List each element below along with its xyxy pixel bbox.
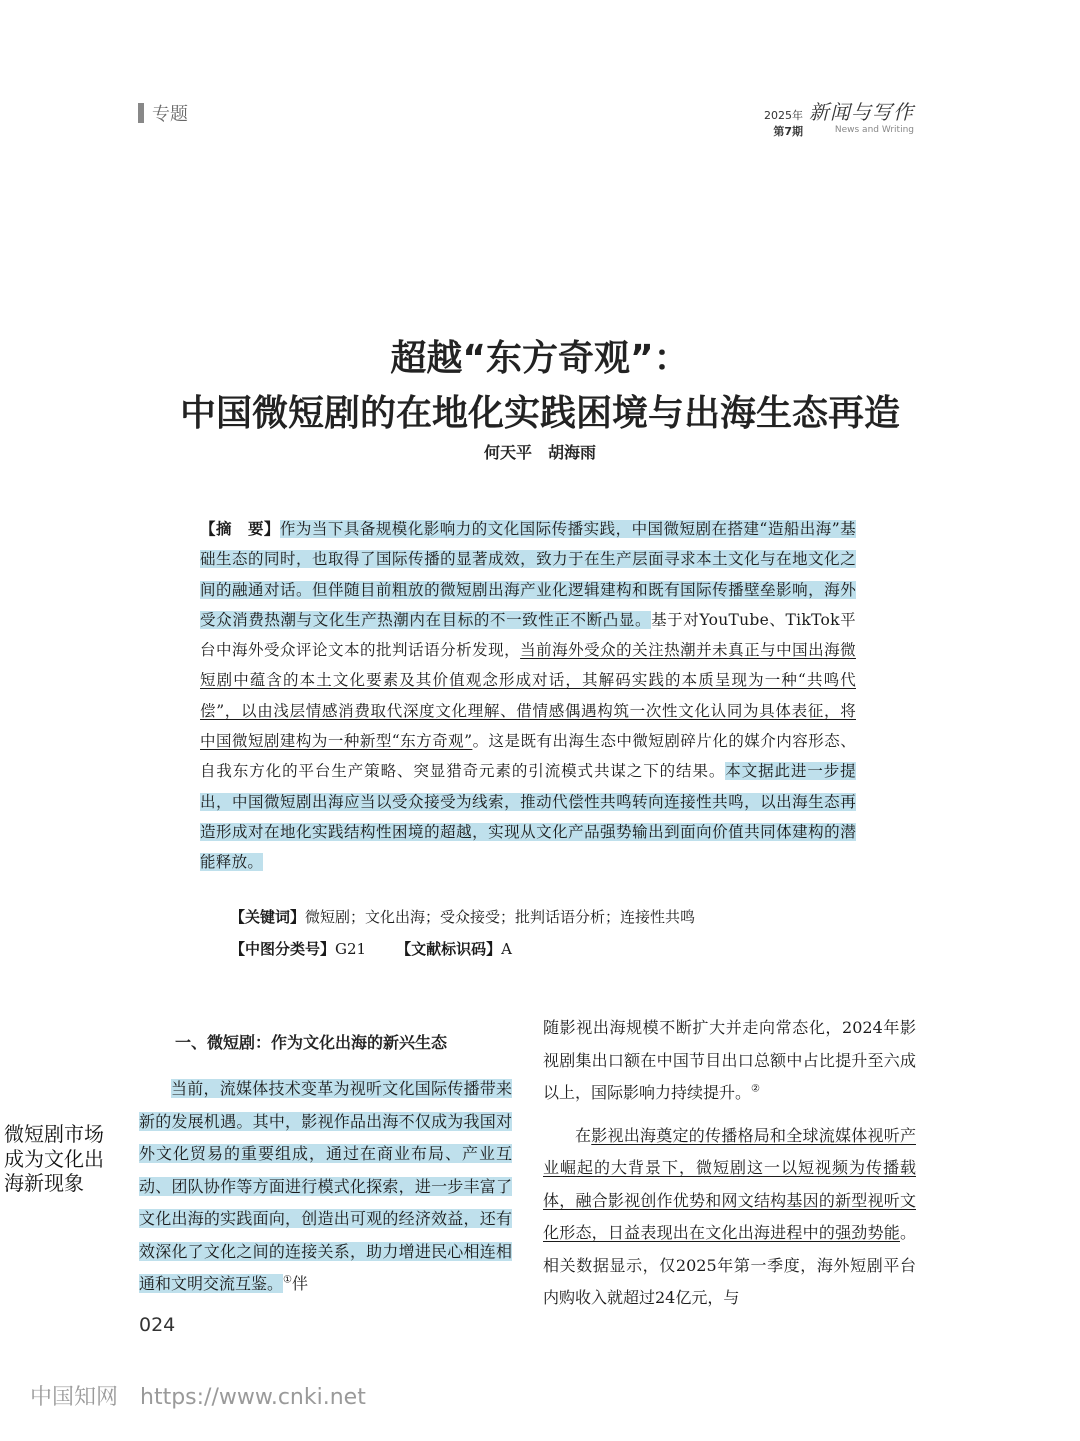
section-label [138, 100, 188, 126]
classification-value: G21 [335, 940, 367, 958]
margin-callout: 微短剧市场成为文化出海新现象 [4, 1122, 104, 1195]
section-name: 专题 [152, 104, 188, 125]
doc-code-label: 【文献标识码】 [396, 940, 502, 958]
right-paragraph-1 [543, 1012, 916, 1110]
abstract-underline-3: 当前海外受众的关注热潮并未真正与中国出海微短剧中蕴含的本土文化要素及其价值观念形成对话，其解码实践的本质呈现为一种“共鸣代偿”，以由浅层情感消费取代深度文化理解、借情感偶遇构筑一次性文化认同为具体表征，将中国微短剧建构为一种新型“东方奇观” [200, 641, 856, 751]
footnote-ref-2: ② [751, 1083, 760, 1095]
classification-line [230, 938, 512, 959]
left-tail-text: 伴 [291, 1274, 308, 1293]
keywords-line [230, 906, 695, 927]
keywords-text: 微短剧；文化出海；受众接受；批判话语分析；连接性共鸣 [305, 908, 696, 926]
abstract-label: 【摘 要】 [200, 520, 280, 538]
footnote-ref-1: ① [283, 1274, 292, 1286]
abstract-highlight-5: 本文据此进一步提出，中国微短剧出海应当以受众接受为线索，推动代偿性共鸣转向连接性共鸣，以出海生态再造形成对在地化实践结构性困境的超越，实现从文化产品强势输出到面向价值共同体建构的潜能释放。 [200, 762, 856, 872]
journal-issue: 第7期 [773, 125, 803, 138]
cnki-watermark [30, 1380, 366, 1411]
journal-year: 2025年 [764, 109, 803, 122]
abstract-highlight-1: 作为当下具备规模化影响力的文化国际传播实践，中国微短剧在搭建“造船出海”基础生态的同时，也取得了国际传播的显著成效，致力于在生产层面寻求本土文化与在地文化之间的融通对话。但伴随目前粗放的微短剧出海产业化逻辑建构和既有国际传播壁垒影响，海外受众消费热潮与文化生产热潮内在目标的不一致性正不断凸显。 [200, 520, 856, 629]
right-p1-text: 随影视出海规模不断扩大并走向常态化，2024年影视剧集出口额在中国节目出口总额中占比提升至六成以上，国际影响力持续提升。 [543, 1018, 916, 1102]
right-p2-start: 在 [575, 1125, 592, 1145]
abstract-block [200, 514, 856, 878]
section-heading: 一、微短剧：作为文化出海的新兴生态 [175, 1033, 448, 1052]
journal-brand: 新闻与写作 [809, 100, 914, 124]
abstract-text-4: 。这是既有出海生态中微短剧碎片化的媒介内容形态、自我东方化的平台生产策略、突显猎奇元素的引流模式共谋之下的结果。 [200, 732, 857, 781]
page-number: 024 [139, 1314, 176, 1336]
article-title-line1: 超越“东方奇观”： [390, 338, 690, 379]
watermark-name: 中国知网 [30, 1385, 119, 1410]
body-left-column [139, 1073, 512, 1301]
right-p2-underlined: 影视出海奠定的传播格局和全球流媒体视听产业崛起的大背景下，微短剧这一以短视频为传播载体，融合影视创作优势和网文结构基因的新型视听文化形态，日益表现出在文化出海进程中的强劲势能 [543, 1125, 916, 1242]
doc-code-value: A [501, 940, 512, 958]
right-p2-end: 。相关数据显示，仅2025年第一季度，海外短剧平台内购收入就超过24亿元，与 [543, 1223, 916, 1307]
left-highlight-text: 当前，流媒体技术变革为视听文化国际传播带来新的发展机遇。其中，影视作品出海不仅成为我国对外文化贸易的重要组成，通过在商业布局、产业互动、团队协作等方面进行模式化探索，进一步丰富了文化出海的实践面向，创造出可观的经济效益，还有效深化了文化之间的连接关系，助力增进民心相连相通和文明交流互鉴。 [139, 1079, 512, 1293]
journal-masthead [764, 96, 914, 139]
journal-brand-en: News and Writing [834, 125, 914, 135]
article-title-line2: 中国微短剧的在地化实践困境与出海生态再造 [179, 393, 900, 434]
watermark-url: https://www.cnki.net [140, 1385, 366, 1410]
article-authors: 何天平 胡海雨 [483, 443, 596, 462]
right-paragraph-2 [543, 1120, 916, 1315]
body-right-column [543, 1012, 916, 1315]
abstract-text-2: 基于对YouTube、TikTok平台中海外受众评论文本的批判话语分析发现， [200, 610, 856, 660]
classification-label: 【中图分类号】 [230, 940, 336, 958]
section-bar-icon [138, 103, 144, 123]
keywords-label: 【关键词】 [230, 908, 306, 926]
